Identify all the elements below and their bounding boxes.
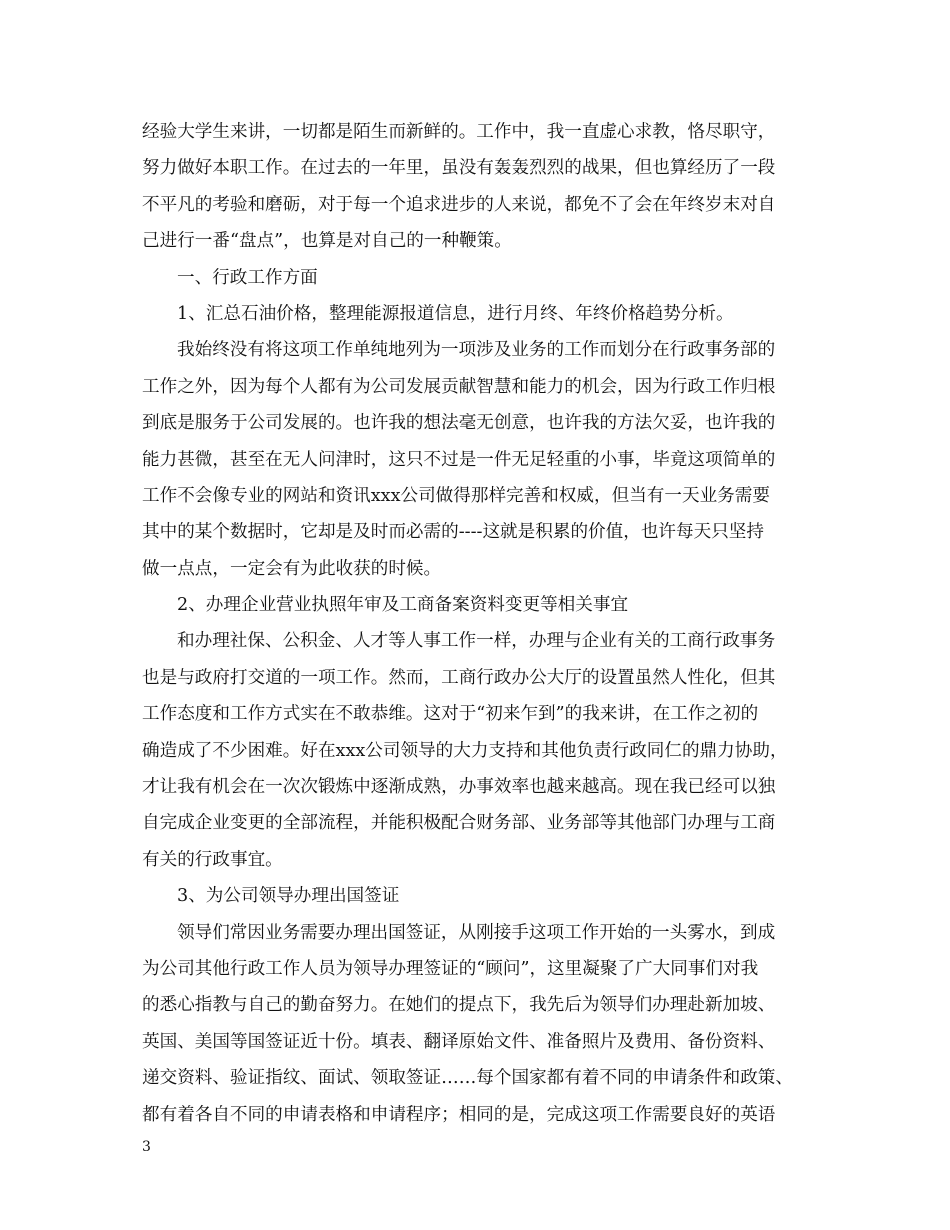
text-line: 其中的某个数据时，它却是及时而必需的----这就是积累的价值，也许每天只坚持 [142, 522, 764, 543]
text-line: 经验大学生来讲，一切都是陌生而新鲜的。工作中，我一直虚心求教，恪尽职守， [142, 122, 776, 142]
text-line: 领导们常因业务需要办理出国签证，从刚接手这项工作开始的一头雾水，到成 [177, 922, 776, 943]
text-line: 自完成企业变更的全部流程，并能积极配合财务部、业务部等其他部门办理与工商 [142, 813, 776, 834]
text-line: 做一点点，一定会有为此收获的时候。 [142, 558, 442, 579]
text-line: 工作之外，因为每个人都有为公司发展贡献智慧和能力的机会，因为行政工作归根 [142, 376, 776, 397]
text-line: 3、为公司领导办理出国签证 [177, 886, 400, 907]
text-line: 和办理社保、公积金、人才等人事工作一样，办理与企业有关的工商行政事务 [177, 631, 776, 652]
text-line: 到底是服务于公司发展的。也许我的想法毫无创意，也许我的方法欠妥，也许我的 [142, 413, 776, 434]
body-text [142, 114, 832, 1133]
text-line: 努力做好本职工作。在过去的一年里，虽没有轰轰烈烈的战果，但也算经历了一段 [142, 158, 776, 179]
text-line: 工作态度和工作方式实在不敢恭维。这对于“初来乍到”的我来讲，在工作之初的 [142, 704, 759, 725]
text-line: 才让我有机会在一次次锻炼中逐渐成熟，办事效率也越来越高。现在我已经可以独 [142, 777, 776, 798]
page-number: 3 [142, 1139, 151, 1155]
text-line: 1、汇总石油价格，整理能源报道信息，进行月终、年终价格趋势分析。 [177, 303, 734, 324]
text-line: 都有着各自不同的申请表格和申请程序；相同的是，完成这项工作需要良好的英语 [142, 1104, 776, 1125]
text-line: 我始终没有将这项工作单纯地列为一项涉及业务的工作而划分在行政事务部的 [177, 340, 776, 361]
text-line: 也是与政府打交道的一项工作。然而，工商行政办公大厅的设置虽然人性化，但其 [142, 667, 776, 688]
text-line: 为公司其他行政工作人员为领导办理签证的“顾问”，这里凝聚了广大同事们对我 [142, 958, 759, 979]
text-line: 2、办理企业营业执照年审及工商备案资料变更等相关事宜 [177, 595, 629, 616]
text-line: 能力甚微，甚至在无人问津时，这只不过是一件无足轻重的小事，毕竟这项简单的 [142, 449, 776, 470]
text-line: 有关的行政事宜。 [142, 849, 283, 870]
text-line: 英国、美国等国签证近十份。填表、翻译原始文件、准备照片及费用、备份资料、 [142, 1031, 776, 1052]
text-line: 一、行政工作方面 [177, 267, 318, 288]
text-line: 工作不会像专业的网站和资讯xxx公司做得那样完善和权威，但当有一天业务需要 [142, 485, 770, 506]
text-line: 确造成了不少困难。好在xxx公司领导的大力支持和其他负责行政同仁的鼎力协助， [142, 740, 788, 761]
text-line: 己进行一番“盘点”，也算是对自己的一种鞭策。 [142, 231, 512, 252]
text-line: 的悉心指教与自己的勤奋努力。在她们的提点下，我先后为领导们办理赴新加坡、 [142, 995, 776, 1016]
text-line: 递交资料、验证指纹、面试、领取签证……每个国家都有着不同的申请条件和政策、 [142, 1068, 793, 1089]
text-line: 不平凡的考验和磨砺，对于每一个追求进步的人来说，都免不了会在年终岁末对自 [142, 194, 776, 215]
